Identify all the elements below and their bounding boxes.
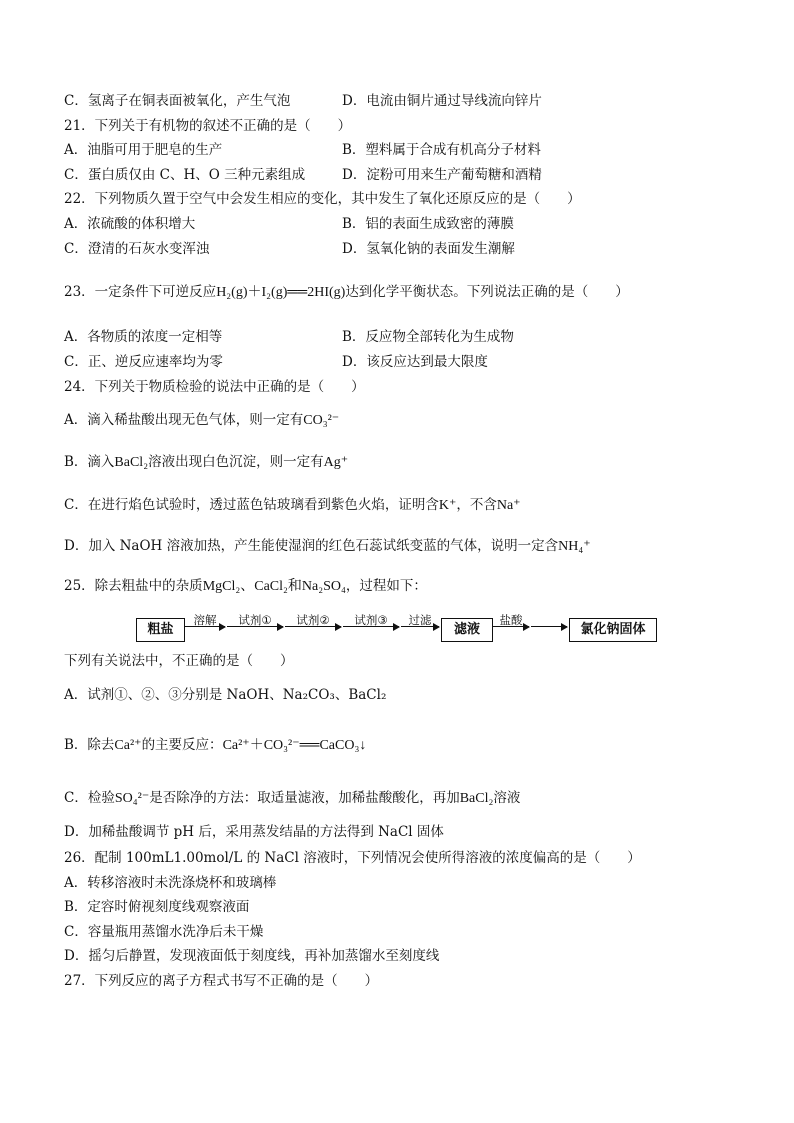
q26-option-d: D．摇匀后静置，发现液面低于刻度线，再补加蒸馏水至刻度线 [64,948,440,964]
flow-arrow-icon [531,626,567,627]
q25b-equation: Ca²⁺＋CO₃²⁻══CaCO₃↓ [222,738,367,753]
q23-option-c: C．正、逆反应速率均为零 [64,354,223,370]
q23-stem-post: 达到化学平衡状态。下列说法正确的是（ ） [345,284,629,300]
q20-option-c: C．氢离子在铜表面被氧化，产生气泡 [64,93,291,109]
flow-step-hcl [493,614,529,636]
flow-step-reagent2 [285,614,341,636]
q25c-text-post: 溶液 [493,790,521,806]
flow-step-filter-label: 过滤 [408,613,432,627]
q24c-text-pre: C．在进行焰色试验时，透过蓝色钴玻璃看到紫色火焰，证明含 [64,497,439,513]
flow-end-box: 氯化钠固体 [569,618,657,642]
flow-step-reagent1-label: 试剂① [238,613,272,627]
q24b-text-pre: B．滴入 [64,454,115,470]
q21-option-a: A．油脂可用于肥皂的生产 [64,142,223,158]
q24c-ion1: K⁺ [438,498,457,513]
q25-stem [64,577,427,596]
flow-step-dissolve-label: 溶解 [193,613,217,627]
flow-step-hcl-label: 盐酸 [499,613,523,627]
q22-option-b: B．铝的表面生成致密的薄膜 [342,216,514,232]
q23-option-b: B．反应物全部转化为生成物 [342,329,514,345]
q25-option-b [64,736,366,755]
q23-stem [64,283,629,302]
q26-stem: 26．配制 100mL1.00mol/L 的 NaCl 溶液时，下列情况会使所得溶液的浓度偏高的是（ ） [64,850,641,866]
q24a-ion: CO₃²⁻ [303,413,340,428]
q25c-text-mid: 是否除净的方法：取适量滤液，加稀盐酸酸化，再加 [149,790,460,806]
q24-option-d [64,537,591,556]
q23-option-d: D．该反应达到最大限度 [342,354,488,370]
q22-option-a: A．浓硫酸的体积增大 [64,216,196,232]
flow-arrow-icon [185,626,225,627]
q24b-ion1: BaCl₂ [114,455,149,470]
q24-option-a [64,411,339,430]
q25-option-c [64,789,520,808]
q24b-ion2: Ag⁺ [323,455,349,470]
q24a-text: A．滴入稀盐酸出现无色气体，则一定有 [64,412,304,428]
flow-arrow-icon [493,626,529,627]
q27-stem: 27．下列反应的离子方程式书写不正确的是（ ） [64,973,379,989]
flow-step-reagent2-label: 试剂② [296,613,330,627]
q24c-ion2: Na⁺ [496,498,521,513]
q25b-text-pre: B．除去 [64,737,115,753]
q25-question: 下列有关说法中，不正确的是（ ） [64,653,294,669]
q25-stem-post: ，过程如下： [345,578,427,594]
flow-arrow-icon [401,626,439,627]
q24b-text-mid: 溶液出现白色沉淀，则一定有 [148,454,324,470]
q25c-ion2: BaCl₂ [459,791,494,806]
q21-stem: 21．下列关于有机物的叙述不正确的是（ ） [64,118,352,134]
flow-arrow-icon [227,626,283,627]
q21-option-d: D．淀粉可用来生产葡萄糖和酒精 [342,167,542,183]
q23-stem-pre: 23．一定条件下可逆反应 [64,284,217,300]
q24-stem: 24．下列关于物质检验的说法中正确的是（ ） [64,379,365,395]
q22-option-d: D．氢氧化钠的表面发生潮解 [342,241,515,257]
flow-step-reagent3-label: 试剂③ [354,613,388,627]
flow-step-dissolve [185,614,225,636]
q25b-ion: Ca²⁺ [114,738,142,753]
q22-option-c: C．澄清的石灰水变浑浊 [64,241,210,257]
flow-step-reagent3 [343,614,399,636]
q24c-text-mid: ，不含 [456,497,497,513]
q21-option-c: C．蛋白质仅由 C、H、O 三种元素组成 [64,167,306,183]
flow-start-box: 粗盐 [136,618,185,642]
q20-option-d: D．电流由铜片通过导线流向锌片 [342,93,542,109]
q24-option-c [64,496,521,515]
flow-filtrate-box: 滤液 [441,618,493,642]
q24d-ion: NH₄⁺ [558,539,591,554]
q25-option-a: A．试剂①、②、③分别是 NaOH、Na₂CO₃、BaCl₂ [64,687,387,703]
q26-option-c: C．容量瓶用蒸馏水洗净后未干燥 [64,924,264,940]
q24d-text: D．加入 NaOH 溶液加热，产生能使湿润的红色石蕊试纸变蓝的气体，说明一定含 [64,538,559,554]
q25b-text-mid: 的主要反应： [141,737,223,753]
q25-option-d: D．加稀盐酸调节 pH 后，采用蒸发结晶的方法得到 NaCl 固体 [64,824,444,840]
flow-step-reagent1 [227,614,283,636]
q25c-text-pre: C．检验 [64,790,115,806]
q23-equation: H₂(g)＋I₂(g)══2HI(g) [216,285,346,300]
q25c-ion: SO₄²⁻ [114,791,150,806]
q22-stem: 22．下列物质久置于空气中会发生相应的变化，其中发生了氧化还原反应的是（ ） [64,191,581,207]
q23-option-a: A．各物质的浓度一定相等 [64,329,223,345]
flow-step-filter [401,614,439,636]
flow-step-final [531,614,567,636]
q21-option-b: B．塑料属于合成有机高分子材料 [342,142,541,158]
flow-arrow-icon [343,626,399,627]
q25-impurities: MgCl₂、CaCl₂和Na₂SO₄ [202,579,346,594]
flow-arrow-icon [285,626,341,627]
q25-stem-pre: 25．除去粗盐中的杂质 [64,578,203,594]
q24-option-b [64,453,348,472]
q26-option-a: A．转移溶液时未洗涤烧杯和玻璃棒 [64,875,277,891]
q26-option-b: B．定容时俯视刻度线观察液面 [64,899,250,915]
